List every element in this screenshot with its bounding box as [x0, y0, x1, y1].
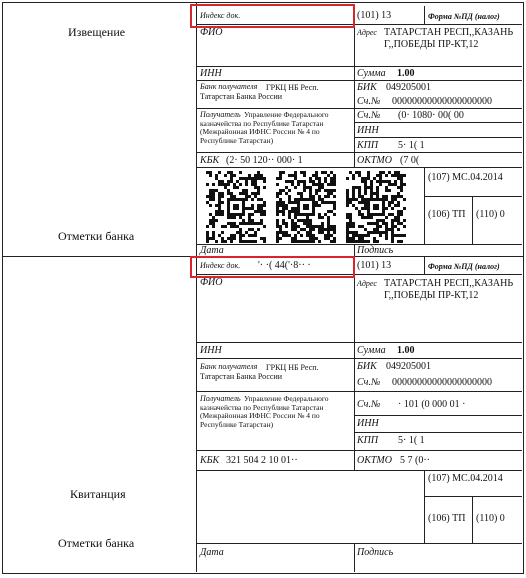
acc1-label: Сч.№	[357, 96, 381, 107]
fio-label: ФИО	[200, 27, 223, 38]
oktmo-value: (7 0(	[400, 155, 420, 166]
code-107: (107) МС.04.2014	[428, 172, 503, 183]
address-value-2: ТАТАРСТАН РЕСП,,КАЗАНЬ Г,,ПОБЕДЫ ПР-КТ,12	[384, 278, 514, 301]
acc2-label-2: Сч.№	[357, 399, 381, 410]
code-106-2: (106) ТП	[428, 513, 466, 524]
oktmo-label-2: ОКТМО	[357, 455, 392, 466]
bik-label: БИК	[357, 82, 377, 93]
code-107-2: (107) МС.04.2014	[428, 473, 503, 484]
address-label: Адрес	[357, 28, 377, 37]
date-label-2: Дата	[200, 547, 224, 558]
acc2-value-2: · 101 (0 000 01 ·	[398, 399, 466, 410]
date-label: Дата	[200, 245, 224, 256]
summa-value-2: 1.00	[397, 345, 415, 356]
code-110: (110) 0	[476, 209, 505, 220]
sign-label-2: Подпись	[357, 547, 394, 558]
bank-marks-label-2: Отметки банка	[58, 536, 135, 550]
bank-label-2: Банк получателя	[200, 362, 258, 371]
bik-value: 049205001	[386, 82, 431, 93]
oktmo-label: ОКТМО	[357, 155, 392, 166]
bank-value-2: ГРКЦ НБ Респ. Татарстан Банка России	[200, 363, 319, 382]
bank-value: ГРКЦ НБ Респ. Татарстан Банка России	[200, 83, 319, 102]
inn-label: ИНН	[200, 68, 222, 79]
kpp-value-2: 5· 1( 1	[398, 435, 425, 446]
barcode-3	[346, 171, 406, 243]
barcode-2	[276, 171, 336, 243]
acc2-label: Сч.№	[357, 110, 381, 121]
sign-label: Подпись	[357, 245, 394, 256]
acc1-value: 00000000000000000000	[392, 96, 492, 107]
receiver-value-2: Управление Федерального казначейства по Республике Татарстан (Межрайонная ИФНС России № 4 по Республике Татарстан)	[200, 394, 329, 429]
form-label: Форма №ПД (налог)	[428, 12, 500, 21]
summa-value: 1.00	[397, 68, 415, 79]
bik-value-2: 049205001	[386, 361, 431, 372]
kbk-label: КБК	[200, 155, 220, 166]
kpp-label: КПП	[357, 140, 379, 151]
inn2-label-2: ИНН	[357, 418, 379, 429]
receiver-label: Получатель	[200, 110, 241, 119]
acc1-value-2: 00000000000000000000	[392, 377, 492, 388]
index-doc-label-2: Индекс док.	[200, 261, 241, 270]
inn-label-2: ИНН	[200, 345, 222, 356]
kpp-value: 5· 1( 1	[398, 140, 425, 151]
receiver-value: Управление Федерального казначейства по Республике Татарстан (Межрайонная ИФНС России № 4 по Республике Татарстан)	[200, 110, 329, 145]
acc1-label-2: Сч.№	[357, 377, 381, 388]
receiver-label-2: Получатель	[200, 394, 241, 403]
izveshchenie-title: Извещение	[68, 25, 126, 39]
address-label-2: Адрес	[357, 279, 377, 288]
kbk-value: (2· 50 120·· 000· 1	[226, 155, 303, 166]
index-doc-label: Индекс док.	[200, 11, 241, 20]
summa-label: Сумма	[357, 68, 386, 79]
code-101: (101) 13	[357, 10, 392, 21]
oktmo-value-2: 5 7 (0··	[400, 455, 430, 466]
side-divider	[196, 2, 197, 572]
inn2-label: ИНН	[357, 125, 379, 136]
kbk-value-2: 321 504 2 10 01··	[226, 455, 298, 466]
summa-label-2: Сумма	[357, 345, 386, 356]
highlight-index-bottom	[190, 256, 355, 278]
index-doc-value-2: '· ·( 44('·8·· ·	[258, 260, 311, 271]
code-110-2: (110) 0	[476, 513, 505, 524]
kpp-label-2: КПП	[357, 435, 379, 446]
code-101-2: (101) 13	[357, 260, 392, 271]
address-value: ТАТАРСТАН РЕСП,,КАЗАНЬ Г,,ПОБЕДЫ ПР-КТ,12	[384, 27, 514, 50]
form-label-2: Форма №ПД (налог)	[428, 262, 500, 271]
kbk-label-2: КБК	[200, 455, 220, 466]
fio-label-2: ФИО	[200, 277, 223, 288]
highlight-index-top	[190, 4, 355, 28]
bank-label: Банк получателя	[200, 82, 258, 91]
acc2-value: (0· 1080· 00( 00	[398, 110, 464, 121]
code-106: (106) ТП	[428, 209, 466, 220]
kvitantsiya-title: Квитанция	[70, 487, 126, 501]
bank-marks-label: Отметки банка	[58, 229, 135, 243]
bik-label-2: БИК	[357, 361, 377, 372]
barcode-1	[206, 171, 266, 243]
